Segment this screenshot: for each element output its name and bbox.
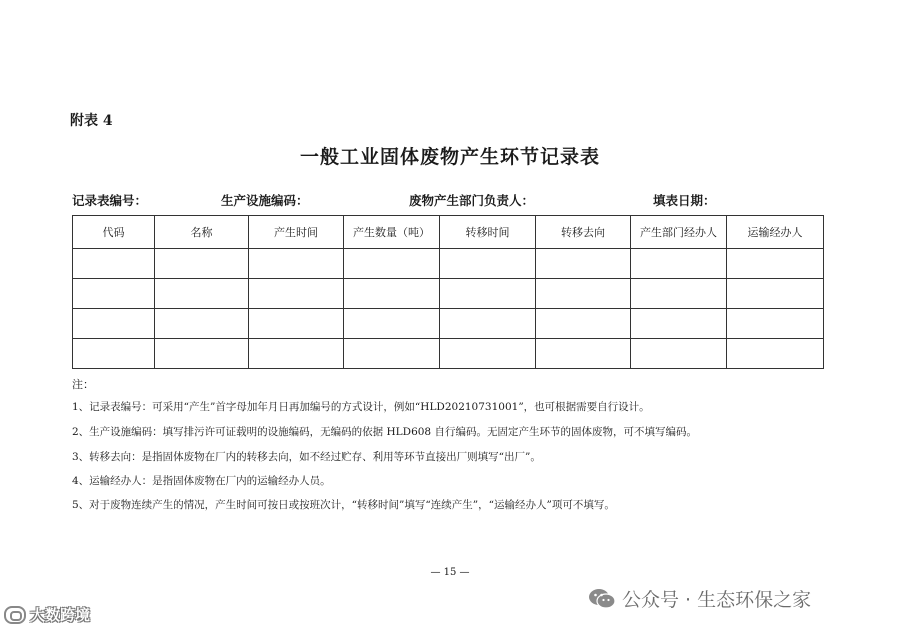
note-item: 3、转移去向：是指固体废物在厂内的转移去向，如不经过贮存、利用等环节直接出厂则填写“出厂”。 bbox=[72, 451, 541, 463]
wechat-icon bbox=[588, 587, 616, 611]
table-cell bbox=[249, 339, 344, 369]
table-cell bbox=[73, 279, 155, 309]
table-row bbox=[73, 249, 824, 279]
dept-head-label: 废物产生部门负责人： bbox=[409, 193, 535, 208]
watermark-left-text: 大数跨境 bbox=[30, 606, 91, 624]
table-cell bbox=[727, 309, 824, 339]
record-table bbox=[72, 215, 824, 369]
column-header-quantity: 产生数量（吨） bbox=[344, 216, 440, 249]
table-cell bbox=[440, 309, 536, 339]
column-header-transport-handler: 运输经办人 bbox=[727, 216, 824, 249]
table-cell bbox=[344, 249, 440, 279]
table-cell bbox=[536, 249, 631, 279]
table-cell bbox=[344, 279, 440, 309]
table-cell bbox=[344, 309, 440, 339]
table-cell bbox=[344, 339, 440, 369]
column-header-produce-time: 产生时间 bbox=[249, 216, 344, 249]
page-title: 一般工业固体废物产生环节记录表 bbox=[299, 146, 600, 168]
table-cell bbox=[440, 339, 536, 369]
table-cell bbox=[440, 249, 536, 279]
record-no-label: 记录表编号： bbox=[72, 193, 148, 208]
note-item: 5、对于废物连续产生的情况，产生时间可按日或按班次计，“转移时间”填写“连续产生”，“运输经办人”项可不填写。 bbox=[72, 499, 615, 511]
column-header-transfer-time: 转移时间 bbox=[440, 216, 536, 249]
table-cell bbox=[249, 249, 344, 279]
facility-code-label: 生产设施编码： bbox=[221, 193, 309, 208]
page-number: — 15 — bbox=[430, 567, 470, 578]
note-item: 2、生产设施编码：填写排污许可证载明的设施编码，无编码的依据 HLD608 自行编码。无固定产生环节的固体废物，可不填写编码。 bbox=[72, 426, 697, 438]
watermark-left bbox=[4, 604, 90, 625]
table-cell bbox=[536, 339, 631, 369]
table-cell bbox=[727, 339, 824, 369]
column-header-transfer-destination: 转移去向 bbox=[536, 216, 631, 249]
table-cell bbox=[631, 339, 727, 369]
table-cell bbox=[440, 279, 536, 309]
table-cell bbox=[536, 279, 631, 309]
table-cell bbox=[727, 279, 824, 309]
table-cell bbox=[536, 309, 631, 339]
note-item: 4、运输经办人：是指固体废物在厂内的运输经办人员。 bbox=[72, 475, 331, 487]
table-cell bbox=[727, 249, 824, 279]
table-cell bbox=[631, 279, 727, 309]
notes-heading: 注： bbox=[72, 378, 94, 391]
table-cell bbox=[631, 309, 727, 339]
brand-logo-icon bbox=[4, 606, 26, 624]
table-cell bbox=[155, 249, 249, 279]
table-cell bbox=[631, 249, 727, 279]
table-cell bbox=[73, 339, 155, 369]
watermark-right bbox=[588, 585, 811, 612]
table-cell bbox=[155, 279, 249, 309]
appendix-label: 附表 4 bbox=[70, 113, 113, 129]
column-header-name: 名称 bbox=[155, 216, 249, 249]
table-cell bbox=[73, 249, 155, 279]
table-cell bbox=[155, 339, 249, 369]
table-cell bbox=[73, 309, 155, 339]
note-item: 1、记录表编号：可采用“产生”首字母加年月日再加编号的方式设计，例如“HLD20210731001”，也可根据需要自行设计。 bbox=[72, 401, 650, 413]
fill-date-label: 填表日期： bbox=[653, 193, 716, 208]
table-cell bbox=[249, 309, 344, 339]
table-row bbox=[73, 339, 824, 369]
table-header-row bbox=[73, 216, 824, 249]
column-header-code: 代码 bbox=[73, 216, 155, 249]
table-cell bbox=[249, 279, 344, 309]
column-header-dept-handler: 产生部门经办人 bbox=[631, 216, 727, 249]
table-row bbox=[73, 309, 824, 339]
table-cell bbox=[155, 309, 249, 339]
watermark-right-text: 公众号 · 生态环保之家 bbox=[622, 589, 812, 611]
table-row bbox=[73, 279, 824, 309]
